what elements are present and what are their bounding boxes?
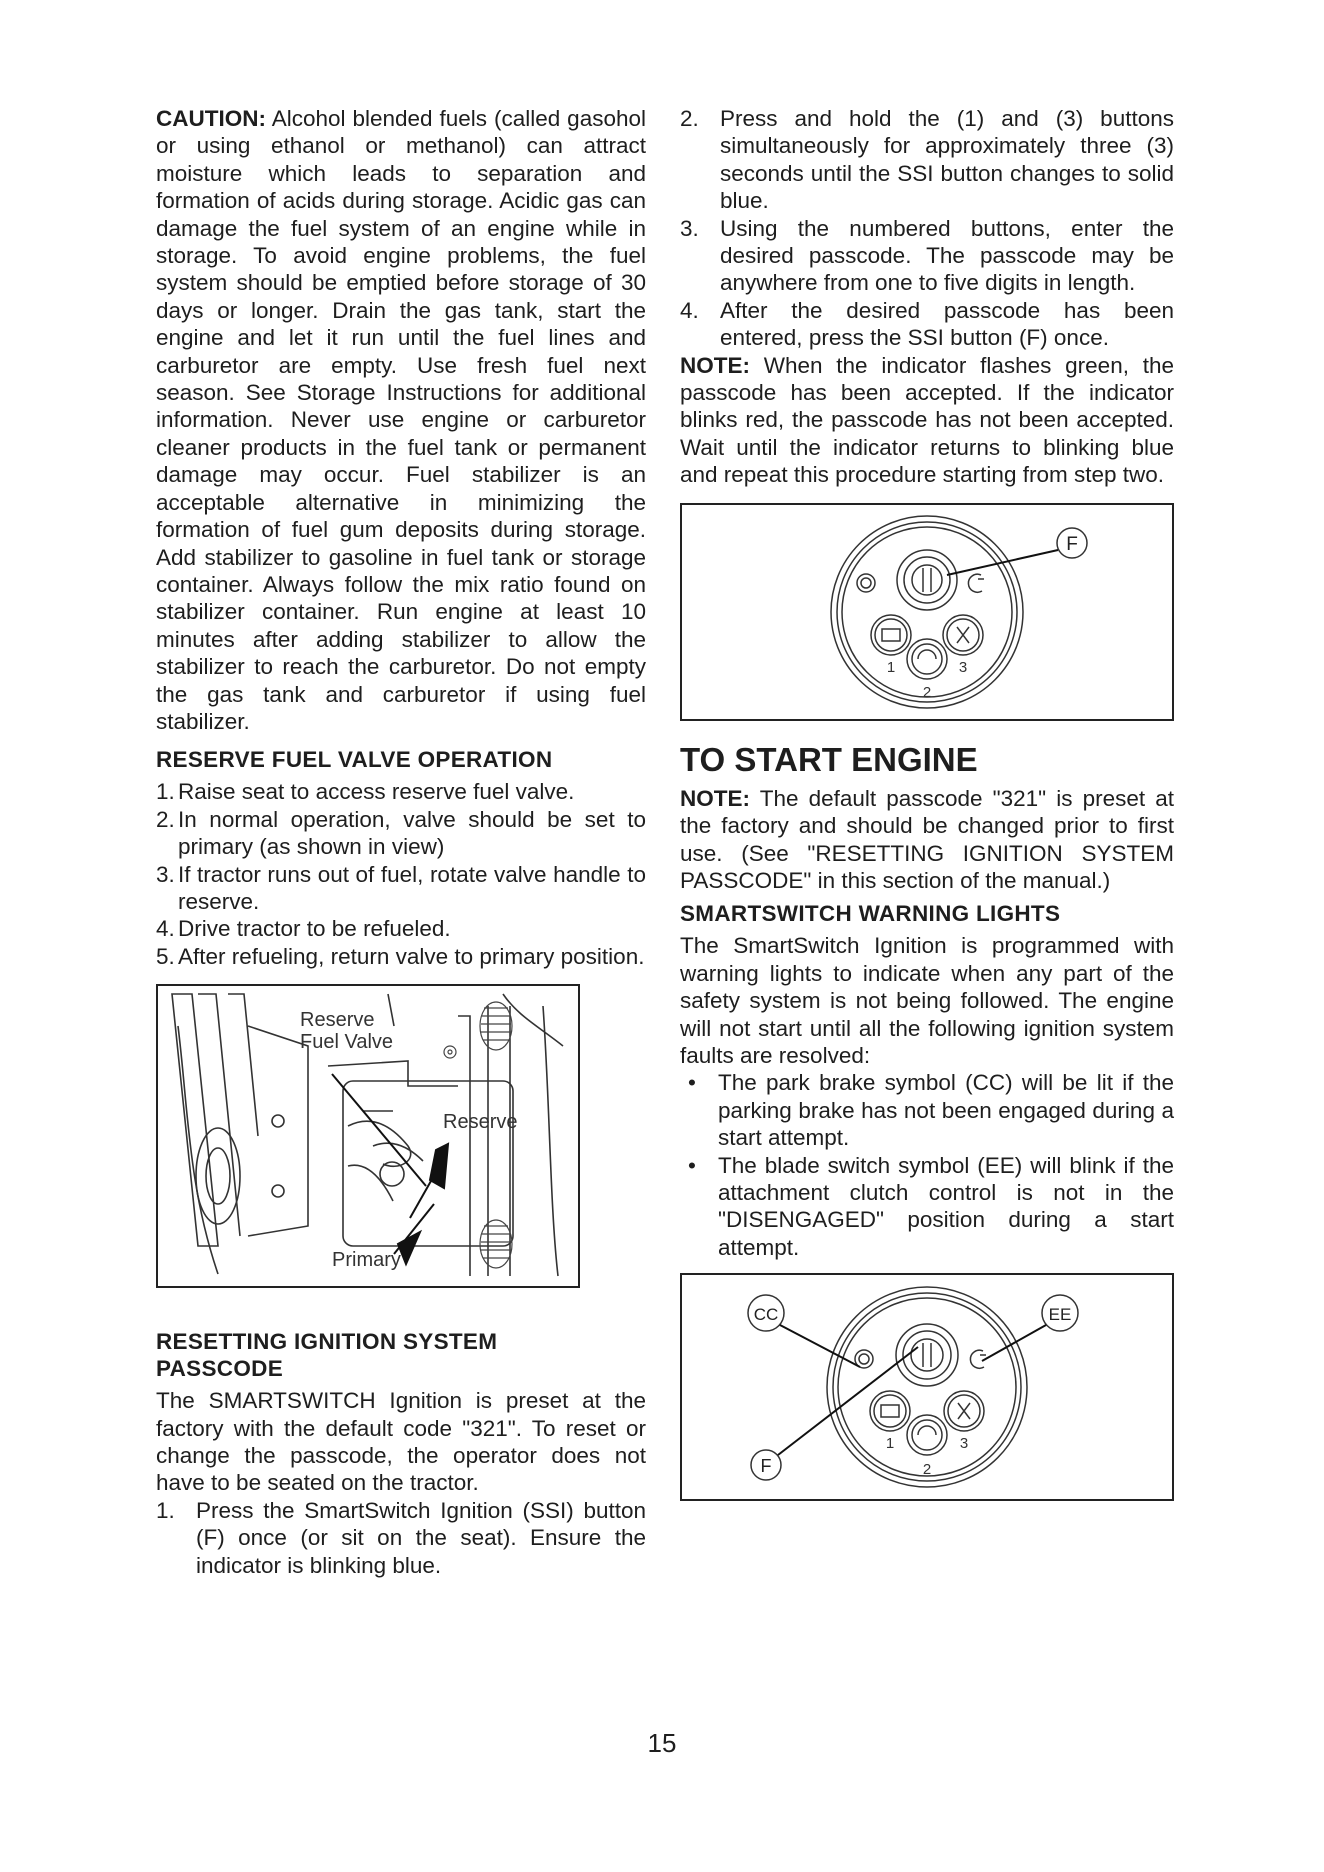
step-number: 5. [156,943,175,969]
note-label: NOTE: [680,352,750,378]
fuel-valve-illustration [158,986,578,1286]
callout-cc: CC [753,1305,779,1325]
button-number-3: 3 [958,658,968,676]
callout-f: F [760,1456,772,1477]
reserve-label-line2: Fuel Valve [300,1031,394,1054]
passcode-steps-list-left [156,1497,646,1579]
note-label: NOTE: [680,785,750,811]
button-number-2: 2 [922,683,932,701]
warning-bullet [680,1069,1174,1151]
passcode-step [680,215,1174,297]
button-number-2: 2 [922,1461,932,1479]
bullet-mark: • [688,1152,696,1178]
step-text: After refueling, return valve to primary position. [178,943,645,969]
step-text: Raise seat to access reserve fuel valve. [178,779,575,805]
ignition-panel-figure-2 [680,1273,1174,1501]
passcode-heading-line2: PASSCODE [156,1356,284,1382]
reserve-step [156,778,646,805]
reserve-label-line1: Reserve [300,1009,375,1032]
button-number-1: 1 [886,658,896,676]
bullet-text: The park brake symbol (CC) will be lit if the parking brake has not been engaged during a start attempt. [718,1070,1174,1151]
step-number: 3. [156,861,175,887]
reserve-fuel-valve-figure [156,984,580,1288]
reserve-step [156,861,646,916]
primary-position-label: Primary [332,1249,401,1272]
step-number: 3. [680,215,699,241]
reserve-fuel-valve-heading: RESERVE FUEL VALVE OPERATION [156,747,553,773]
step-text: After the desired passcode has been entered, press the SSI button (F) once. [720,297,1174,351]
ignition-panel-illustration-2 [682,1275,1172,1499]
ignition-panel-illustration-1 [682,505,1172,719]
passcode-heading-line1: RESETTING IGNITION SYSTEM [156,1329,498,1355]
step-text: Press and hold the (1) and (3) buttons simultaneously for approximately three (3) seconds until the SSI button changes to solid blue. [720,106,1174,214]
warning-bullets [680,1069,1174,1261]
to-start-engine-heading: TO START ENGINE [680,740,978,778]
right-column [680,105,1174,1501]
reserve-step [156,915,646,942]
reserve-step [156,943,646,970]
passcode-intro: The SMARTSWITCH Ignition is preset at the factory with the default code "321". To reset or change the passcode, the operator does not have to be seated on the tractor. [156,1388,646,1496]
callout-ee: EE [1048,1305,1072,1325]
note-text: When the indicator flashes green, the passcode has been accepted. If the indicator blinks red, the passcode has not been accepted. Wait until the indicator returns to blinking blue and repeat this procedure starting from step two. [680,352,1174,488]
callout-f: F [1066,533,1078,555]
reserve-step [156,806,646,861]
passcode-steps-list-right [680,105,1174,352]
warning-bullet [680,1152,1174,1262]
left-column [156,105,646,1579]
bullet-mark: • [688,1070,696,1096]
step-number: 2. [156,806,175,832]
step-number: 1. [156,779,175,805]
caution-paragraph [156,105,646,735]
note-passcode-accepted [680,352,1174,489]
step-number: 4. [680,297,699,323]
page-number: 15 [647,1728,677,1758]
step-text: Using the numbered buttons, enter the desired passcode. The passcode may be anywhere from one to five digits in length. [720,215,1174,296]
note-default-passcode [680,785,1174,895]
caution-label: CAUTION: [156,106,266,131]
warning-lights-heading: SMARTSWITCH WARNING LIGHTS [680,901,1061,927]
passcode-step [680,105,1174,215]
caution-text: Alcohol blended fuels (called gasohol or using ethanol or methanol) can attract moisture which leads to separation and formation of acids during storage. Acidic gas can damage the fuel system of an engine while in storage. To avoid engine problems, the fuel system should be emptied before storage of 30 days or longer. Drain the gas tank, start the engine and let it run until the fuel lines and carburetor are empty. Use fresh fuel next season. See Storage Instructions for additional information. Never use engine or carburetor cleaner products in the fuel tank or permanent damage may occur. Fuel stabilizer is an acceptable alternative in minimizing the formation of fuel gum deposits during storage. Add stabilizer to gasoline in fuel tank or storage container. Always follow the mix ratio found on stabilizer container. Run engine at least 10 minutes after adding stabilizer to allow the stabilizer to reach the carburetor. Do not empty the gas tank and carburetor if using fuel stabilizer. [156,106,646,734]
passcode-step [680,297,1174,352]
ignition-panel-figure-1 [680,503,1174,721]
bullet-text: The blade switch symbol (EE) will blink if the attachment clutch control is not in the "DISENGAGED" position during a start attempt. [718,1152,1174,1260]
note-text: The default passcode "321" is preset at the factory and should be changed prior to first use. (See "RESETTING IGNITION SYSTEM PASSCODE" in this section of the manual.) [680,785,1174,893]
step-number: 2. [680,106,699,131]
step-number: 4. [156,916,175,942]
warning-lights-intro: The SmartSwitch Ignition is programmed with warning lights to indicate when any part of the safety system is not being followed. The engine will not start until all the following ignition system faults are resolved: [680,933,1174,1068]
passcode-step [156,1497,646,1579]
reserve-steps-list [156,778,646,970]
step-number: 1. [156,1497,175,1523]
reserve-position-label: Reserve [443,1111,518,1134]
step-text: If tractor runs out of fuel, rotate valve handle to reserve. [178,861,646,914]
step-text: In normal operation, valve should be set to primary (as shown in view) [178,806,646,860]
step-text: Drive tractor to be refueled. [178,916,451,942]
step-text: Press the SmartSwitch Ignition (SSI) button (F) once (or sit on the seat). Ensure the indicator is blinking blue. [196,1497,646,1578]
button-number-3: 3 [959,1435,969,1453]
button-number-1: 1 [885,1435,895,1453]
